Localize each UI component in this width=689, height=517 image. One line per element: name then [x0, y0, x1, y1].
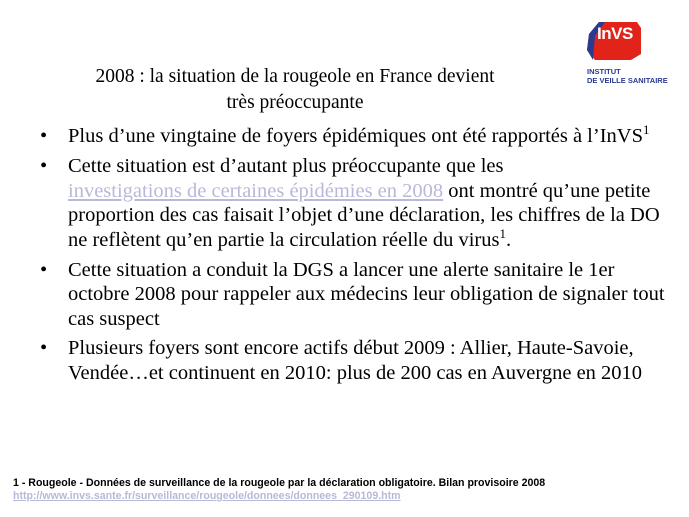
- slide-title: [30, 64, 560, 116]
- title-line-1: 2008 : la situation de la rougeole en France devient: [95, 66, 495, 87]
- title-line-2: très préoccupante: [226, 92, 364, 113]
- investigations-link[interactable]: investigations de certaines épidémies en 2008: [68, 179, 444, 202]
- footnote-text: 1 - Rougeole - Données de surveillance de la rougeole par la déclaration obligatoire. Bilan provisoire 2008: [13, 477, 546, 489]
- invs-logo: [585, 20, 685, 90]
- bullet-item: • Cette situation est d’autant plus préoccupante que les investigations de certaines épidémies en 2008 ont montré qu’une petite proportion des cas faisait l’objet d’une déclaration, les chiffres de la DO ne reflètent qu’en partie la circulation réelle du virus$^1$.: [40, 155, 660, 251]
- footnote: [13, 477, 683, 503]
- logo-wordmark: InVS: [597, 24, 633, 43]
- bullet-dot: •: [40, 259, 48, 282]
- bullet-item: • Plus d’une vingtaine de foyers épidémiques ont été rapportés à l’InVS$^1$: [40, 122, 650, 147]
- bullet-dot: •: [40, 337, 48, 360]
- bullet-list: [40, 124, 680, 391]
- bullet-dot: •: [40, 125, 48, 147]
- logo-subtitle: INSTITUT DE VEILLE SANITAIRE: [587, 67, 668, 85]
- footnote-link[interactable]: http://www.invs.sante.fr/surveillance/rougeole/donnees/donnees_290109.htm: [13, 490, 401, 502]
- bullet-item: • Cette situation a conduit la DGS a lancer une alerte sanitaire le 1er octobre 2008 pour rappeler aux médecins leur obligation de signaler tout cas suspect: [40, 259, 665, 330]
- bullet-item: • Plusieurs foyers sont encore actifs début 2009 : Allier, Haute-Savoie, Vendée…et continuent en 2010: plus de 200 cas en Auvergne en 2010: [40, 337, 643, 384]
- bullet-dot: •: [40, 155, 48, 178]
